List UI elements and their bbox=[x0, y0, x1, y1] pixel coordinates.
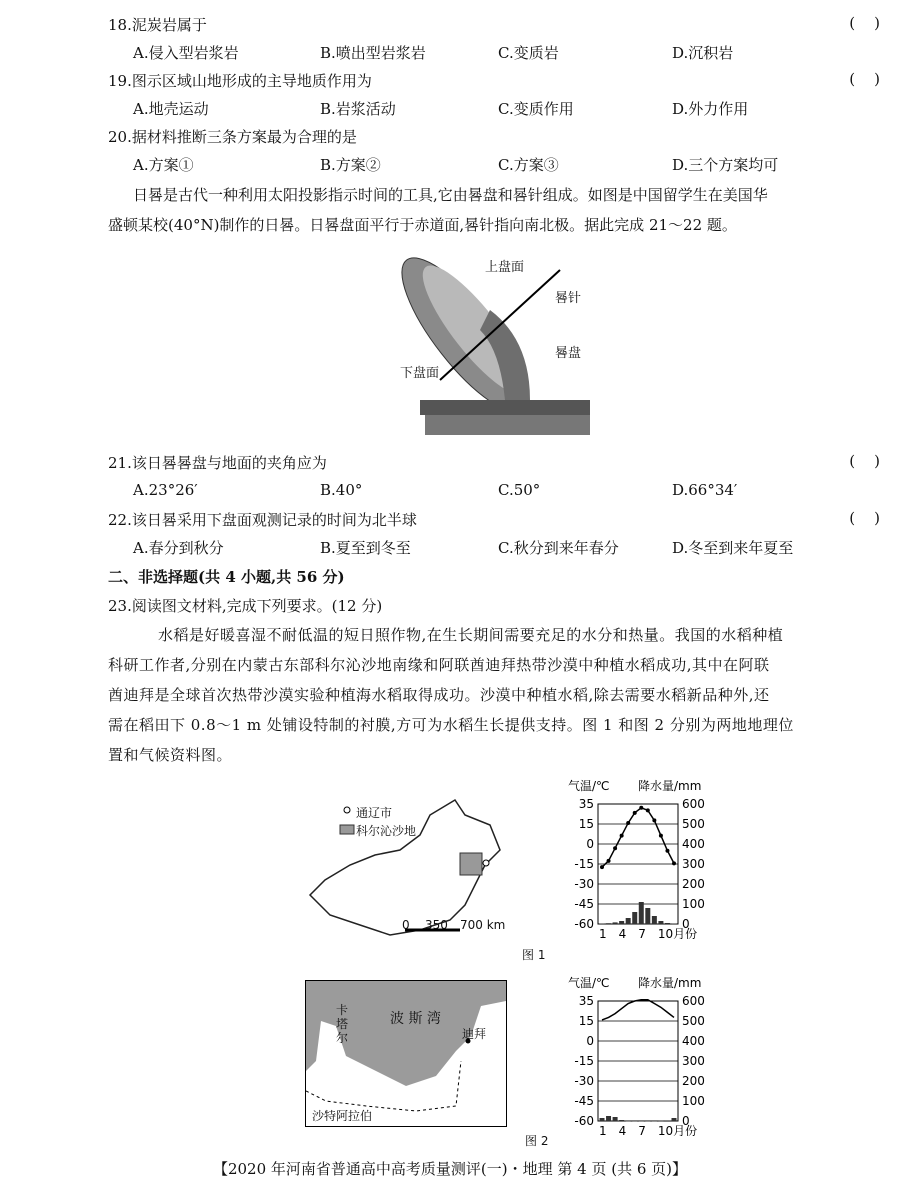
sundial-intro-line1: 日晷是古代一种利用太阳投影指示时间的工具,它由晷盘和晷针组成。如图是中国留学生在美国华 bbox=[133, 186, 768, 204]
chart2-right-tick: 200 bbox=[682, 1074, 705, 1088]
chart2-left-tick: -15 bbox=[574, 1054, 594, 1068]
chart1-temp-point bbox=[672, 861, 676, 865]
legend-horqin: 科尔沁沙地 bbox=[356, 824, 417, 838]
scale-0: 0 bbox=[402, 918, 410, 932]
chart2-ylabel-left: 气温/℃ bbox=[568, 976, 610, 990]
q20-option-b[interactable]: B.方案② bbox=[320, 156, 381, 174]
chart2-x-tick: 10月份 bbox=[657, 1124, 698, 1138]
chart2-left-tick: -60 bbox=[574, 1114, 594, 1128]
sundial-label-needle: 晷针 bbox=[555, 291, 582, 306]
chart1-left-tick: -15 bbox=[574, 857, 594, 871]
chart2-precip-bar bbox=[613, 1117, 618, 1121]
chart1-temp-point bbox=[639, 806, 643, 810]
chart2-temp-line bbox=[602, 1000, 674, 1020]
q19-option-d[interactable]: D.外力作用 bbox=[672, 100, 749, 118]
q21-option-a[interactable]: A.23°26′ bbox=[133, 481, 198, 499]
chart2-precip-bar bbox=[632, 1121, 637, 1122]
chart1-precip-bar bbox=[665, 923, 670, 924]
q23-para-line4: 需在稻田下 0.8～1 m 处铺设特制的衬膜,方可为水稻生长提供支持。图 1 和图 2 分别为两地地理位 bbox=[108, 716, 794, 734]
q22-option-c[interactable]: C.秋分到来年春分 bbox=[498, 539, 619, 557]
chart1-precip-bar bbox=[639, 902, 644, 924]
chart1-right-tick: 0 bbox=[682, 917, 690, 931]
scale-700: 700 km bbox=[460, 918, 506, 932]
chart1-temp-point bbox=[633, 811, 637, 815]
chart2-right-tick: 600 bbox=[682, 994, 705, 1008]
chart1-right-tick: 400 bbox=[682, 837, 705, 851]
q18-option-a[interactable]: A.侵入型岩浆岩 bbox=[133, 44, 239, 62]
chart1-temp-point bbox=[620, 834, 624, 838]
q20-stem: 20.据材料推断三条方案最为合理的是 bbox=[108, 128, 357, 146]
chart1-temp-point bbox=[646, 808, 650, 812]
chart1-precip-bar bbox=[600, 924, 605, 925]
q18-paren: ( ) bbox=[849, 14, 880, 32]
q23-para-line1: 水稻是好暖喜湿不耐低温的短日照作物,在生长期间需要充足的水分和热量。我国的水稻种植 bbox=[158, 626, 784, 644]
chart1-precip-bar bbox=[632, 912, 637, 924]
chart1-temp-point bbox=[652, 818, 656, 822]
scale-350: 350 bbox=[425, 918, 448, 932]
q22-stem: 22.该日晷采用下盘面观测记录的时间为北半球 bbox=[108, 511, 417, 529]
chart2-precip-bar bbox=[672, 1118, 677, 1121]
fig2-caption: 图 2 bbox=[525, 1134, 549, 1148]
fig1-caption: 图 1 bbox=[522, 948, 546, 962]
q18-stem: 18.泥炭岩属于 bbox=[108, 16, 207, 34]
chart1-precip-bar bbox=[658, 921, 663, 924]
chart1-temp-point bbox=[626, 821, 630, 825]
chart2-ylabel-right: 降水量/mm bbox=[638, 976, 702, 990]
chart1-right-tick: 500 bbox=[682, 817, 705, 831]
q23-para-line3: 酋迪拜是全球首次热带沙漠实验种植海水稻取得成功。沙漠中种植水稻,除去需要水稻新品种外,还 bbox=[108, 686, 770, 704]
q18-option-b[interactable]: B.喷出型岩浆岩 bbox=[320, 44, 426, 62]
chart1-ylabel-right: 降水量/mm bbox=[638, 779, 702, 793]
chart2-precip-bar bbox=[652, 1121, 657, 1122]
q20-option-c[interactable]: C.方案③ bbox=[498, 156, 559, 174]
chart1-right-tick: 100 bbox=[682, 897, 705, 911]
q18-option-c[interactable]: C.变质岩 bbox=[498, 44, 559, 62]
label-persian-gulf: 波 斯 湾 bbox=[390, 1011, 441, 1027]
chart1-temp-point bbox=[665, 849, 669, 853]
chart1-left-tick: 0 bbox=[586, 837, 594, 851]
chart2-right-tick: 500 bbox=[682, 1014, 705, 1028]
chart2-precip-bar bbox=[645, 1121, 650, 1122]
chart1-ylabel-left: 气温/℃ bbox=[568, 779, 610, 793]
label-dubai: 迪拜 bbox=[462, 1027, 487, 1041]
sundial-intro-line2: 盛顿某校(40°N)制作的日晷。日晷盘面平行于赤道面,晷针指向南北极。据此完成 21～22 题。 bbox=[108, 216, 737, 234]
chart1-precip-bar bbox=[652, 916, 657, 924]
q19-paren: ( ) bbox=[849, 70, 880, 88]
chart1-left-tick: -45 bbox=[574, 897, 594, 911]
sundial-label-plate: 晷盘 bbox=[555, 346, 582, 361]
chart1-right-tick: 600 bbox=[682, 797, 705, 811]
sundial-label-top: 上盘面 bbox=[485, 260, 525, 275]
q21-option-d[interactable]: D.66°34′ bbox=[672, 481, 738, 499]
chart1-right-tick: 200 bbox=[682, 877, 705, 891]
q21-paren: ( ) bbox=[849, 452, 880, 470]
chart2-left-tick: 15 bbox=[578, 1014, 594, 1028]
chart1-precip-bar bbox=[626, 918, 631, 924]
chart2-x-tick: 4 bbox=[618, 1124, 627, 1138]
q18-option-d[interactable]: D.沉积岩 bbox=[672, 44, 734, 62]
q19-option-c[interactable]: C.变质作用 bbox=[498, 100, 574, 118]
label-saudi: 沙特阿拉伯 bbox=[312, 1109, 373, 1123]
chart1-x-tick: 10月份 bbox=[657, 927, 698, 941]
q20-option-a[interactable]: A.方案① bbox=[133, 156, 194, 174]
q19-option-b[interactable]: B.岩浆活动 bbox=[320, 100, 396, 118]
chart2-precip-bar bbox=[626, 1121, 631, 1122]
chart2-precip-bar bbox=[665, 1120, 670, 1121]
legend-tongliao: 通辽市 bbox=[356, 806, 393, 820]
chart1-precip-bar bbox=[672, 924, 677, 925]
chart1-x-tick: 1 bbox=[599, 927, 607, 941]
q22-option-d[interactable]: D.冬至到来年夏至 bbox=[672, 539, 794, 557]
chart1-temp-point bbox=[613, 846, 617, 850]
q22-option-a[interactable]: A.春分到秋分 bbox=[133, 539, 224, 557]
climate-chart-2 bbox=[560, 975, 720, 1140]
chart1-temp-point bbox=[607, 859, 611, 863]
q21-option-b[interactable]: B.40° bbox=[320, 481, 363, 499]
q22-option-b[interactable]: B.夏至到冬至 bbox=[320, 539, 411, 557]
chart1-left-tick: 15 bbox=[578, 817, 594, 831]
chart1-temp-point bbox=[600, 865, 604, 869]
chart2-precip-bar bbox=[658, 1121, 663, 1122]
q22-paren: ( ) bbox=[849, 509, 880, 527]
chart1-right-tick: 300 bbox=[682, 857, 705, 871]
chart2-precip-bar bbox=[606, 1116, 611, 1121]
label-qatar: 卡塔尔 bbox=[336, 1003, 349, 1045]
chart2-right-tick: 300 bbox=[682, 1054, 705, 1068]
chart1-temp-point bbox=[659, 834, 663, 838]
chart1-x-tick: 4 bbox=[618, 927, 627, 941]
q21-option-c[interactable]: C.50° bbox=[498, 481, 541, 499]
chart2-left-tick: -30 bbox=[574, 1074, 594, 1088]
chart2-x-tick: 7 bbox=[638, 1124, 646, 1138]
chart1-precip-bar bbox=[606, 923, 611, 924]
chart2-left-tick: -45 bbox=[574, 1094, 594, 1108]
chart2-right-tick: 100 bbox=[682, 1094, 705, 1108]
chart2-right-tick: 400 bbox=[682, 1034, 705, 1048]
q21-stem: 21.该日晷晷盘与地面的夹角应为 bbox=[108, 454, 327, 472]
q23-para-line2: 科研工作者,分别在内蒙古东部科尔沁沙地南缘和阿联酋迪拜热带沙漠中种植水稻成功,其中在阿联 bbox=[108, 656, 770, 674]
chart2-right-tick: 0 bbox=[682, 1114, 690, 1128]
chart2-left-tick: 0 bbox=[586, 1034, 594, 1048]
climate-chart-1 bbox=[560, 778, 720, 943]
chart1-left-tick: -60 bbox=[574, 917, 594, 931]
chart2-precip-bar bbox=[619, 1120, 624, 1121]
q23-para-line5: 置和气候资料图。 bbox=[108, 746, 233, 764]
chart2-x-tick: 1 bbox=[599, 1124, 607, 1138]
q19-option-a[interactable]: A.地壳运动 bbox=[133, 100, 209, 118]
chart1-precip-bar bbox=[645, 908, 650, 924]
chart2-left-tick: 35 bbox=[578, 994, 594, 1008]
page-footer: 【2020 年河南省普通高中高考质量测评(一)・地理 第 4 页 (共 6 页)】 bbox=[212, 1160, 688, 1178]
q23-stem: 23.阅读图文材料,完成下列要求。(12 分) bbox=[108, 597, 383, 615]
chart1-precip-bar bbox=[613, 922, 618, 924]
chart2-precip-bar bbox=[600, 1118, 605, 1121]
q19-stem: 19.图示区域山地形成的主导地质作用为 bbox=[108, 72, 372, 90]
chart2-precip-bar bbox=[639, 1121, 644, 1122]
chart1-left-tick: -30 bbox=[574, 877, 594, 891]
q20-option-d[interactable]: D.三个方案均可 bbox=[672, 156, 779, 174]
section-2-heading: 二、非选择题(共 4 小题,共 56 分) bbox=[108, 568, 345, 586]
sundial-label-bottom: 下盘面 bbox=[400, 366, 440, 381]
chart1-temp-line bbox=[602, 808, 674, 867]
chart1-x-tick: 7 bbox=[638, 927, 646, 941]
chart1-precip-bar bbox=[619, 921, 624, 924]
chart1-left-tick: 35 bbox=[578, 797, 594, 811]
